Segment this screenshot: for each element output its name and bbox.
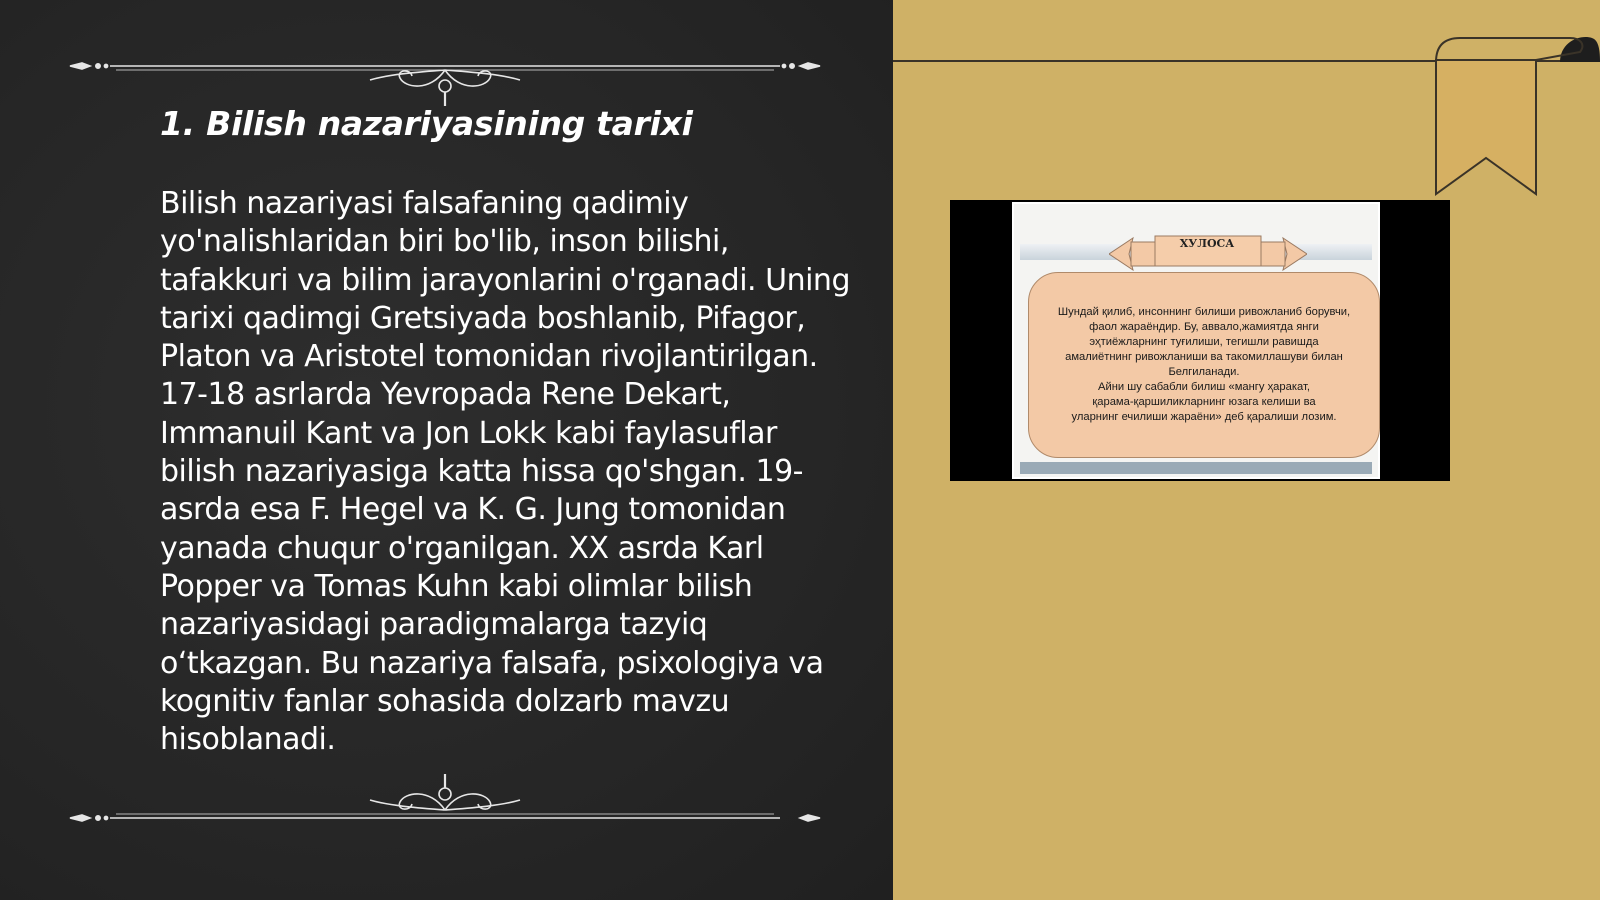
slide-body-text: Bilish nazariyasi falsafaning qadimiy yo'nalishlaridan biri bo'lib, inson bilishi, tafakkuri va bilim jarayonlarini o'rganadi. Uning tarixi qadimgi Gretsiyada boshlanib, Pifagor, Platon va Aristotel tomonidan rivojlantirilgan. 17-18 asrlarda Yevropada Rene Dekart, Immanuil Kant va Jon Lokk kabi faylasuflar bilish nazariyasiga katta hissa qo'shgan. 19-asrda esa F. Hegel va K. G. Jung tomonidan yanada chuqur o'rganilgan. XX asrda Karl Popper va Tomas Kuhn kabi olimlar bilish nazariyasidagi paradigmalarga tazyiq o‘tkazgan. Bu nazariya falsafa, psixologiya va kognitiv fanlar sohasida dolzarb mavzu hisoblanadi.: [160, 186, 850, 758]
slide-title: 1. Bilish nazariyasining tarixi: [160, 104, 693, 143]
slide-image-content: [1012, 202, 1380, 479]
slide-image-footer-band: [1020, 462, 1372, 474]
summary-text: Шундай қилиб, инсоннинг билиши ривожланиб борувчи, фаол жараёндир. Бу, аввало,жамиятда янги эҳтиёжларнинг туғилиши, тегишли равишда амалиётнинг ривожланиши ва такомиллашуви билан Белгиланади. Айни шу сабабли билиш «мангу ҳаракат, қарама-қаршиликларнинг юзага келиши ва уларнинг ечилиши жараёни» деб қаралиши лозим.: [1057, 306, 1351, 423]
bookmark-ribbon-icon: [1430, 34, 1600, 199]
header-rule: [893, 60, 1438, 62]
top-ornament-divider: [60, 48, 830, 108]
ribbon-label: ХУЛОСА: [1179, 237, 1235, 250]
bottom-ornament-divider: [60, 770, 830, 830]
summary-box: [1028, 272, 1380, 458]
slide-image: [950, 200, 1450, 481]
